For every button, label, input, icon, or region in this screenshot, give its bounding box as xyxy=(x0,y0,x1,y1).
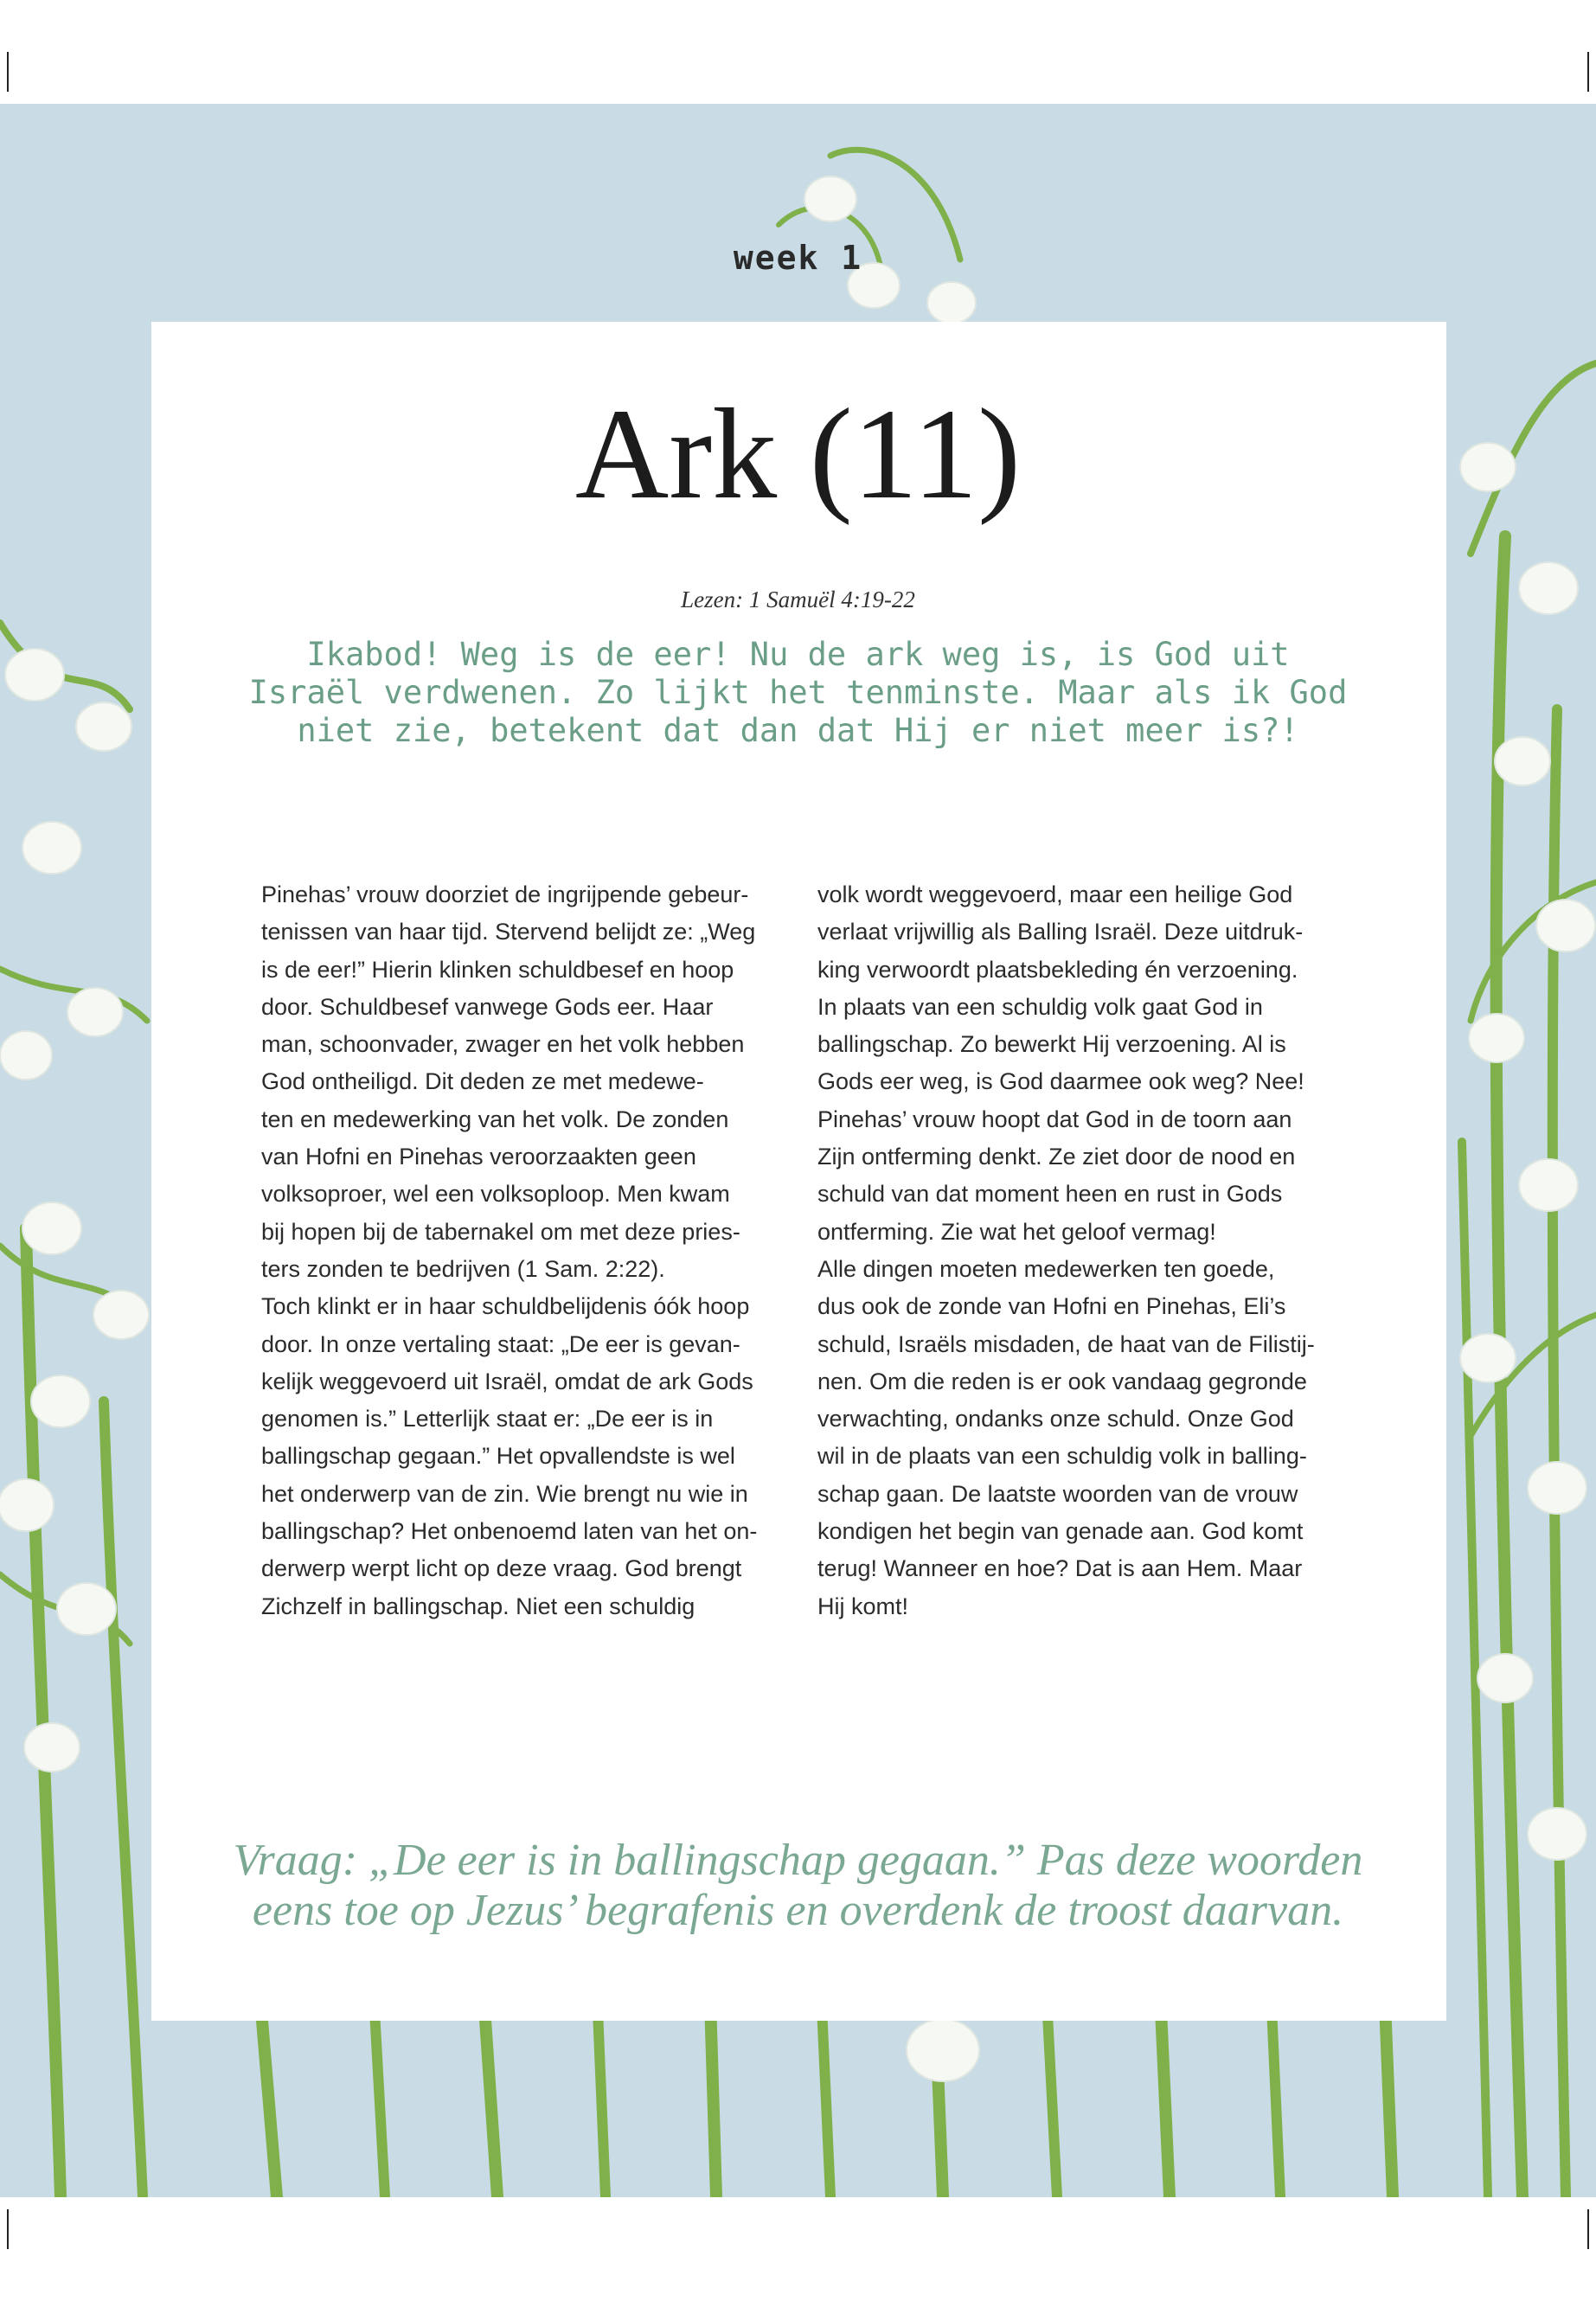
body-line: ballingschap gegaan.” Het opvallendste is wel xyxy=(261,1443,735,1470)
page-title: Ark (11) xyxy=(574,382,1022,526)
body-line: volksoproer, wel een volksoploop. Men kwam xyxy=(261,1181,730,1208)
body-line: Zijn ontferming denkt. Ze ziet door de nood en xyxy=(817,1144,1296,1170)
body-line: genomen is.” Letterlijk staat er: „De eer is in xyxy=(261,1406,714,1433)
question-line: eens toe op Jezus’ begrafenis en overdenk de troost daarvan. xyxy=(252,1886,1344,1935)
body-line: Toch klinkt er in haar schuldbelijdenis óók hoop xyxy=(261,1293,750,1320)
body-line: God ontheiligd. Dit deden ze met medewe- xyxy=(261,1068,704,1095)
body-line: ballingschap. Zo bewerkt Hij verzoening. Al is xyxy=(817,1031,1286,1058)
body-line: derwerp werpt licht op deze vraag. God brengt xyxy=(261,1555,742,1582)
crop-mark xyxy=(7,2209,9,2249)
reflection-question xyxy=(173,1836,1423,1936)
body-line: schap gaan. De laatste woorden van de vrouw xyxy=(817,1480,1298,1507)
crop-mark xyxy=(7,52,9,92)
body-line: van Hofni en Pinehas veroorzaakten geen xyxy=(261,1144,696,1170)
body-line: nen. Om die reden is er ook vandaag gegronde xyxy=(817,1368,1307,1394)
body-line: schuld, Israëls misdaden, de haat van de Filistij- xyxy=(817,1330,1315,1357)
body-line: het onderwerp van de zin. Wie brengt nu wie in xyxy=(261,1480,748,1507)
body-line: Pinehas’ vrouw doorziet de ingrijpende gebeur- xyxy=(261,881,749,907)
body-line: is de eer!” Hierin klinken schuldbesef en hoop xyxy=(261,956,734,983)
body-line: volk wordt weggevoerd, maar een heilige God xyxy=(817,881,1293,907)
body-line: verwachting, ondanks onze schuld. Onze God xyxy=(817,1406,1294,1433)
intro-line: Israël verdwenen. Zo lijkt het tenminste. Maar als ik God xyxy=(248,674,1348,711)
body-line: kondigen het begin van genade aan. God komt xyxy=(817,1518,1304,1545)
body-line: Hij komt! xyxy=(817,1593,909,1619)
body-line: schuld van dat moment heen en rust in Gods xyxy=(817,1181,1283,1208)
question-line: Vraag: „De eer is in ballingschap gegaan.” Pas deze woorden xyxy=(233,1836,1363,1885)
reading-reference: Lezen: 1 Samuël 4:19-22 xyxy=(681,586,915,612)
body-line: ters zonden te bedrijven (1 Sam. 2:22). xyxy=(261,1255,665,1282)
body-line: man, schoonvader, zwager en het volk hebben xyxy=(261,1031,745,1058)
body-line: door. In onze vertaling staat: „De eer is gevan- xyxy=(261,1330,740,1357)
body-line: ballingschap? Het onbenoemd laten van het on- xyxy=(261,1518,758,1545)
body-line: In plaats van een schuldig volk gaat God in xyxy=(817,993,1263,1020)
body-line: terug! Wanneer en hoe? Dat is aan Hem. Maar xyxy=(817,1555,1303,1582)
body-line: Gods eer weg, is God daarmee ook weg? Nee! xyxy=(817,1068,1304,1095)
week-label: week 1 xyxy=(733,239,863,277)
body-line: king verwoordt plaatsbekleding én verzoening. xyxy=(817,956,1298,983)
body-column-left xyxy=(261,876,798,1625)
body-line: wil in de plaats van een schuldig volk in balling- xyxy=(817,1443,1307,1470)
intro-line: niet zie, betekent dat dan dat Hij er niet meer is?! xyxy=(297,712,1299,749)
crop-mark xyxy=(1587,52,1589,92)
body-line: Alle dingen moeten medewerken ten goede, xyxy=(817,1255,1275,1282)
body-line: bij hopen bij de tabernakel om met deze pries- xyxy=(261,1218,740,1245)
body-line: ontferming. Zie wat het geloof vermag! xyxy=(817,1218,1216,1245)
intro-line: Ikabod! Weg is de eer! Nu de ark weg is, is God uit xyxy=(306,636,1290,673)
body-line: Pinehas’ vrouw hoopt dat God in de toorn aan xyxy=(817,1106,1292,1132)
body-line: door. Schuldbesef vanwege Gods eer. Haar xyxy=(261,993,714,1020)
body-line: ten en medewerking van het volk. De zonden xyxy=(261,1106,729,1132)
intro-quote xyxy=(216,636,1380,750)
body-line: Zichzelf in ballingschap. Niet een schuldig xyxy=(261,1593,695,1619)
body-line: dus ook de zonde van Hofni en Pinehas, Eli’s xyxy=(817,1293,1286,1320)
crop-mark xyxy=(1587,2209,1589,2249)
body-line: verlaat vrijwillig als Balling Israël. Deze uitdruk- xyxy=(817,919,1304,945)
body-column-right xyxy=(817,876,1354,1625)
body-line: tenissen van haar tijd. Stervend belijdt ze: „Weg xyxy=(261,919,756,945)
body-line: kelijk weggevoerd uit Israël, omdat de ark Gods xyxy=(261,1368,753,1394)
